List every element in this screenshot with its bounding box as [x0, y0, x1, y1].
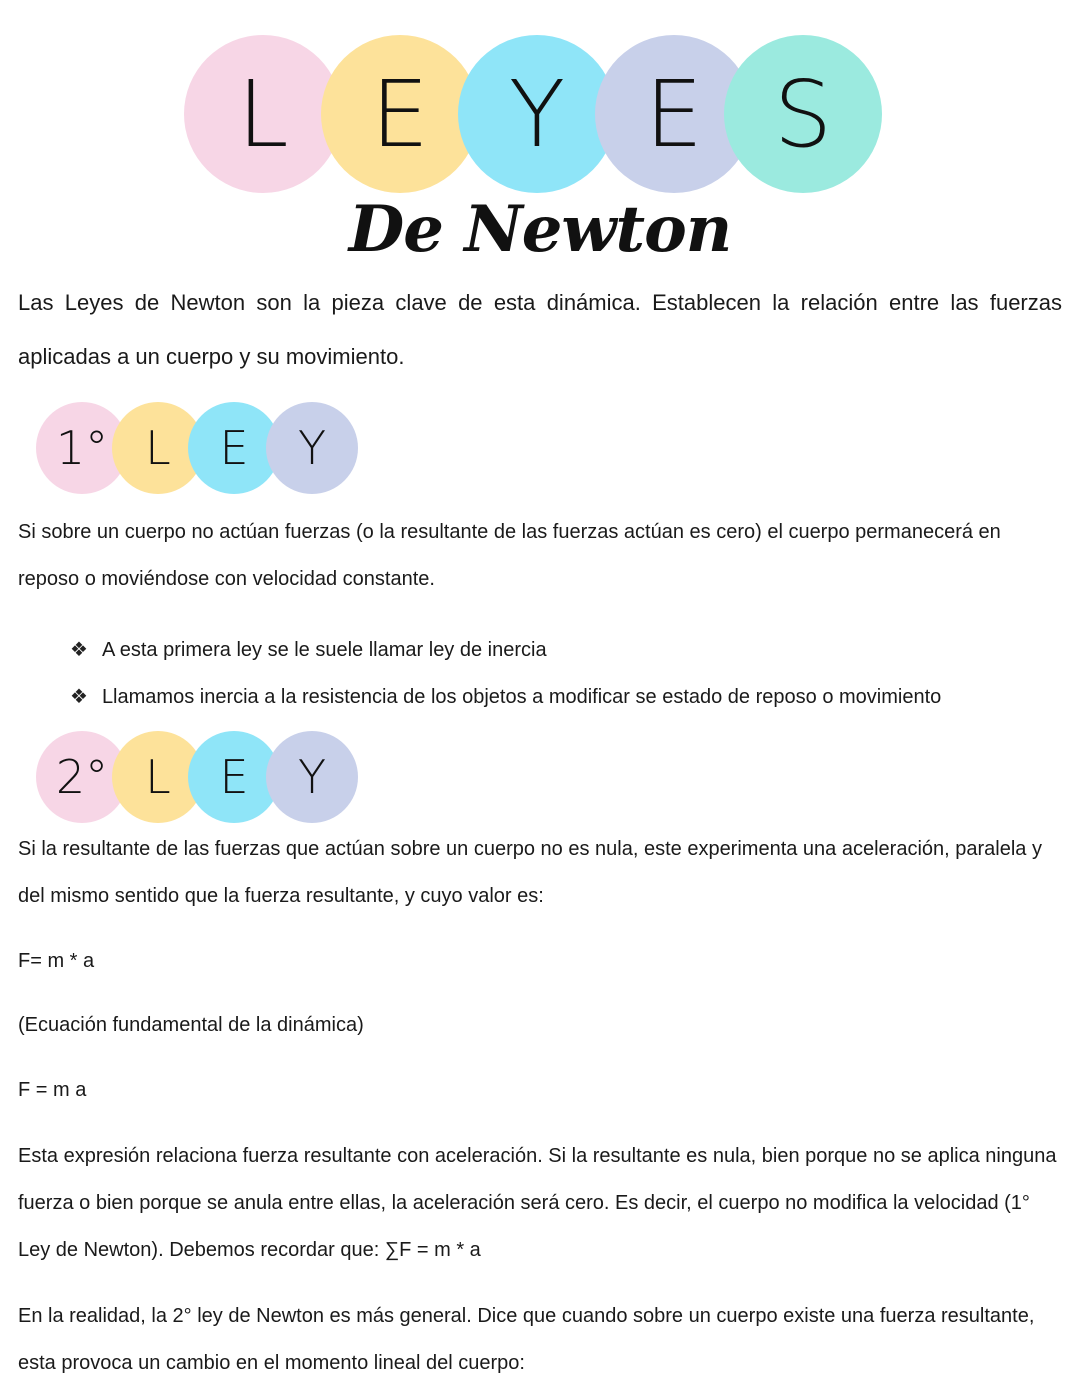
title-letter-e: E — [321, 35, 479, 193]
title-letter-l: L — [184, 35, 342, 193]
diamond-bullet-icon: ❖ — [70, 685, 88, 708]
law1-text: Si sobre un cuerpo no actúan fuerzas (o la resultante de las fuerzas actúan es cero) el cuerpo permanecerá en reposo o moviéndose con velocidad constante. — [18, 521, 1001, 590]
law2-badge-number: 2° — [36, 731, 128, 823]
law2-explanation: Esta expresión relaciona fuerza resultante con aceleración. Si la resultante es nula, bien porque no se aplica ninguna fuerza o bien porque se anula entre ellas, la aceleración será cero. Es decir, el cuerpo no modifica la velocidad (1° Ley de Newton). Debemos recordar que: ∑F = m * a — [18, 1145, 1057, 1261]
law1-bullets — [70, 626, 941, 720]
law1-badge-e: E — [188, 402, 280, 494]
law2-badge-y: Y — [266, 731, 358, 823]
formula-2: F = m a — [18, 1079, 87, 1101]
list-item: ❖ A esta primera ley se le suele llamar ley de inercia — [70, 626, 941, 673]
law2-badge-e: E — [188, 731, 280, 823]
formula-note: (Ecuación fundamental de la dinámica) — [18, 1014, 364, 1036]
title-letter-y: Y — [458, 35, 616, 193]
list-item: ❖ Llamamos inercia a la resistencia de los objetos a modificar se estado de reposo o movimiento — [70, 673, 941, 720]
title-circles — [184, 35, 884, 193]
intro-paragraph: Las Leyes de Newton son la pieza clave de esta dinámica. Establecen la relación entre las fuerzas aplicadas a un cuerpo y su movimiento. — [18, 290, 1062, 369]
law1-badge-number: 1° — [36, 402, 128, 494]
law2-text: Si la resultante de las fuerzas que actúan sobre un cuerpo no es nula, este experimenta una aceleración, paralela y del mismo sentido que la fuerza resultante, y cuyo valor es: — [18, 838, 1042, 907]
diamond-bullet-icon: ❖ — [70, 638, 88, 661]
law1-badge-l: L — [112, 402, 204, 494]
law2-badge-l: L — [112, 731, 204, 823]
law2-general: En la realidad, la 2° ley de Newton es más general. Dice que cuando sobre un cuerpo existe una fuerza resultante, esta provoca un cambio en el momento lineal del cuerpo: — [18, 1305, 1035, 1374]
page-subtitle: De Newton — [348, 192, 732, 267]
law1-badge — [36, 402, 366, 494]
formula-1: F= m * a — [18, 950, 95, 972]
law2-badge — [36, 731, 366, 823]
title-letter-e2: E — [595, 35, 753, 193]
law1-badge-y: Y — [266, 402, 358, 494]
title-letter-s: S — [724, 35, 882, 193]
